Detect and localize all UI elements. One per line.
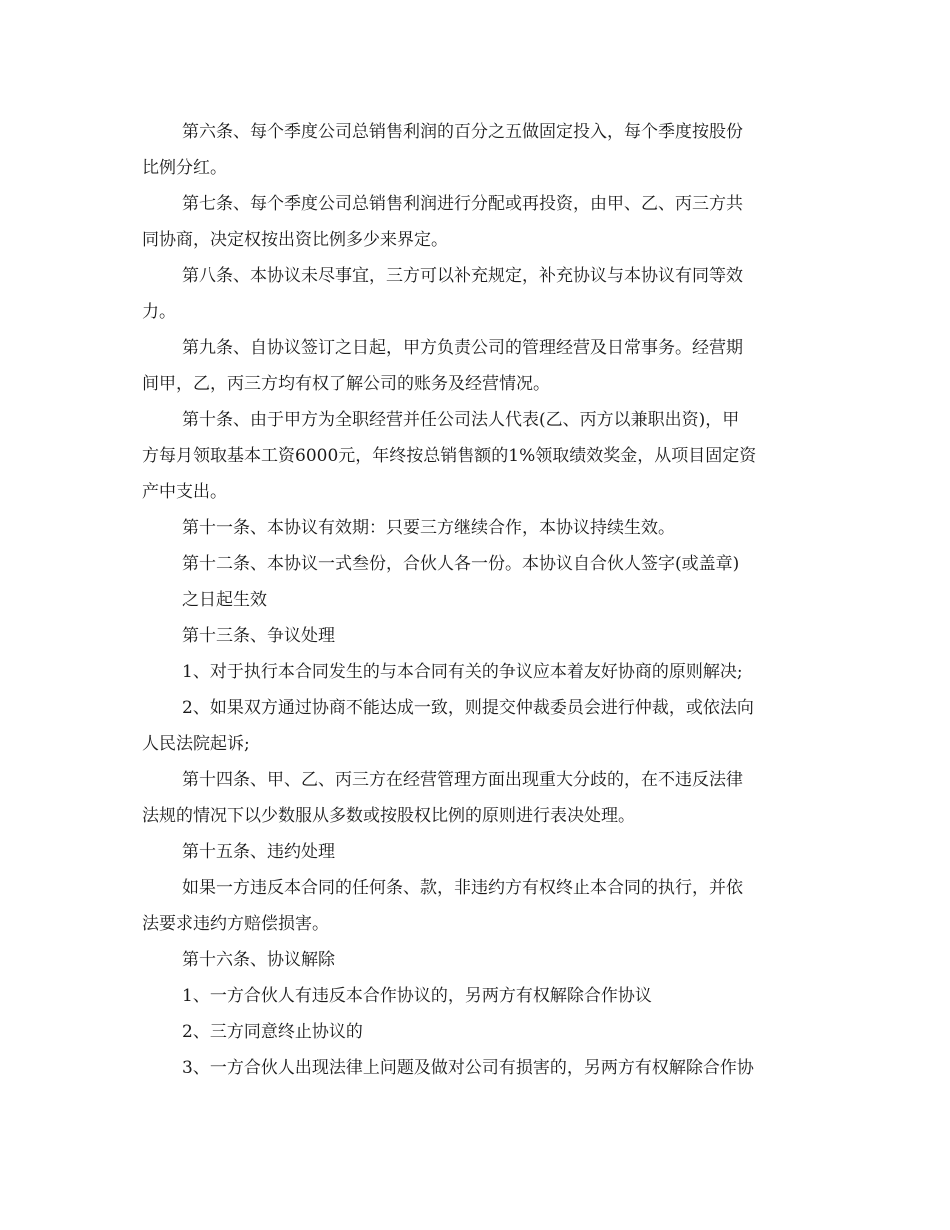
text-line: 2、三方同意终止协议的 [182, 1022, 363, 1042]
text-line: 第九条、自协议签订之日起，甲方负责公司的管理经营及日常事务。经营期 [182, 338, 743, 358]
text-line: 第七条、每个季度公司总销售利润进行分配或再投资，由甲、乙、丙三方共 [182, 194, 743, 214]
text-line: 方每月领取基本工资6000元，年终按总销售额的1%领取绩效奖金，从项目固定资 [142, 446, 757, 466]
text-line: 如果一方违反本合同的任何条、款，非违约方有权终止本合同的执行，并依 [182, 878, 743, 898]
text-line: 之日起生效 [182, 590, 267, 610]
text-line: 法要求违约方赔偿损害。 [142, 914, 329, 934]
text-line: 1、对于执行本合同发生的与本合同有关的争议应本着友好协商的原则解决; [182, 662, 743, 682]
text-line: 第十六条、协议解除 [182, 950, 335, 970]
text-line: 2、如果双方通过协商不能达成一致，则提交仲裁委员会进行仲裁，或依法向 [182, 698, 754, 718]
text-line: 间甲，乙，丙三方均有权了解公司的账务及经营情况。 [142, 374, 550, 394]
text-line: 第十四条、甲、乙、丙三方在经营管理方面出现重大分歧的，在不违反法律 [182, 770, 743, 790]
text-line: 第十条、由于甲方为全职经营并任公司法人代表(乙、丙方以兼职出资)，甲 [182, 410, 740, 430]
text-line: 人民法院起诉; [142, 734, 250, 754]
text-line: 法规的情况下以少数服从多数或按股权比例的原则进行表决处理。 [142, 806, 635, 826]
text-line: 产中支出。 [142, 482, 227, 502]
document-body [142, 114, 812, 1086]
text-line: 第十五条、违约处理 [182, 842, 335, 862]
text-line: 比例分红。 [142, 158, 227, 178]
text-line: 第十二条、本协议一式叁份，合伙人各一份。本协议自合伙人签字(或盖章) [182, 554, 740, 574]
text-line: 第十一条、本协议有效期：只要三方继续合作，本协议持续生效。 [182, 518, 675, 538]
text-line: 第八条、本协议未尽事宜，三方可以补充规定，补充协议与本协议有同等效 [182, 266, 743, 286]
text-line: 1、一方合伙人有违反本合作协议的，另两方有权解除合作协议 [182, 986, 652, 1006]
text-line: 3、一方合伙人出现法律上问题及做对公司有损害的，另两方有权解除合作协 [182, 1058, 754, 1078]
text-line: 第六条、每个季度公司总销售利润的百分之五做固定投入，每个季度按股份 [182, 122, 743, 142]
text-line: 同协商，决定权按出资比例多少来界定。 [142, 230, 448, 250]
text-line: 力。 [142, 302, 176, 322]
text-line: 第十三条、争议处理 [182, 626, 335, 646]
